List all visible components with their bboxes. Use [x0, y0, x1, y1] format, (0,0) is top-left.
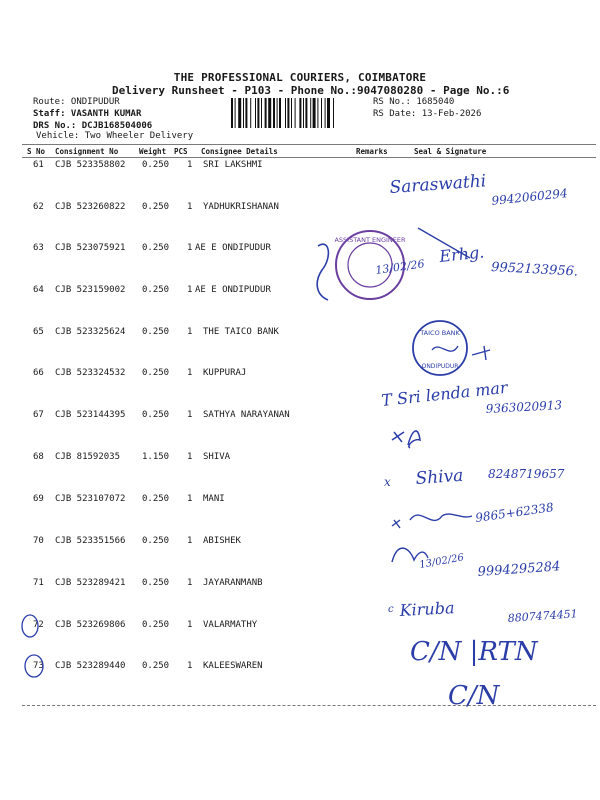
- runsheet-title: Delivery Runsheet - P103 - Phone No.:9047080280 - Page No.:6: [112, 84, 510, 97]
- note-r72: C/N |RTN: [410, 637, 538, 667]
- rs-date: RS Date: 13-Feb-2026: [373, 109, 482, 119]
- row-sno: 69: [33, 494, 44, 504]
- signature-r71-name: Kiruba: [399, 598, 455, 620]
- row-sno: 68: [33, 452, 44, 462]
- row-pcs: 1: [187, 368, 193, 378]
- row-sno: 62: [33, 202, 44, 212]
- row-sno: 70: [33, 536, 44, 546]
- row-consignment: CJB 81592035: [55, 452, 121, 462]
- row-consignment: CJB 523289421: [55, 578, 126, 588]
- row-consignment: CJB 523358802: [55, 160, 126, 170]
- circle-mark-r73: [25, 655, 43, 677]
- route-label: Route: ONDIPUDUR: [33, 97, 120, 107]
- row-consignee: ABISHEK: [203, 536, 241, 546]
- signature-r63-phone: 9952133956.: [490, 260, 579, 280]
- pen-stroke-r65: [472, 346, 490, 360]
- row-weight: 0.250: [142, 160, 170, 170]
- staff-label: Staff: VASANTH KUMAR: [33, 109, 142, 119]
- signature-r69-scribble: [392, 514, 472, 528]
- row-weight: 0.250: [142, 494, 170, 504]
- row-sno: 71: [33, 578, 44, 588]
- col-sno-header: S No: [27, 147, 46, 156]
- row-consignment: CJB 523260822: [55, 202, 126, 212]
- col-remarks-header: Remarks: [356, 147, 388, 156]
- row-sno: 72: [33, 620, 44, 630]
- row-weight: 0.250: [142, 661, 170, 671]
- row-weight: 0.250: [142, 620, 170, 630]
- row-consignee: VALARMATHY: [203, 620, 258, 630]
- drs-number: DRS No.: DCJB168504006: [33, 121, 153, 131]
- row-pcs: 1: [187, 661, 193, 671]
- row-consignee: AE E ONDIPUDUR: [195, 243, 271, 253]
- signature-r71-phone: 8807474451: [507, 607, 579, 625]
- row-pcs: 1: [187, 243, 193, 253]
- row-pcs: 1: [187, 494, 193, 504]
- row-consignee: MANI: [203, 494, 225, 504]
- row-consignee: JAYARANMANB: [203, 578, 263, 588]
- vehicle-label: Vehicle: Two Wheeler Delivery: [36, 131, 194, 141]
- row-consignee: AE E ONDIPUDUR: [195, 285, 271, 295]
- row-weight: 0.250: [142, 368, 170, 378]
- row-weight: 1.150: [142, 452, 170, 462]
- signature-r70-phone: 9994295284: [477, 559, 561, 580]
- col-seal-header: Seal & Signature: [414, 147, 487, 156]
- pen-stroke-r67: [392, 431, 420, 448]
- taico-stamp-branch: ONDIPUDUR: [421, 363, 459, 370]
- row-sno: 67: [33, 410, 44, 420]
- row-sno: 61: [33, 160, 44, 170]
- row-pcs: 1: [187, 578, 193, 588]
- signature-r66-phone: 9363020913: [485, 398, 563, 416]
- row-pcs: 1: [187, 285, 193, 295]
- stamp-ae-title: ASSISTANT ENGINEER: [334, 236, 406, 244]
- row-consignee: THE TAICO BANK: [203, 327, 279, 337]
- row-pcs: 1: [187, 536, 193, 546]
- row-consignment: CJB 523351566: [55, 536, 126, 546]
- row-consignment: CJB 523325624: [55, 327, 126, 337]
- row-weight: 0.250: [142, 243, 170, 253]
- bracket-mark: [317, 244, 328, 300]
- col-pcs-header: PCS: [174, 147, 188, 156]
- row-consignment: CJB 523159002: [55, 285, 126, 295]
- signature-r63-sign: Erhg.: [438, 242, 486, 266]
- row-weight: 0.250: [142, 410, 170, 420]
- row-sno: 64: [33, 285, 44, 295]
- taico-stamp-sign: [432, 346, 458, 351]
- row-consignee: SATHYA NARAYANAN: [203, 410, 290, 420]
- row-consignee: SHIVA: [203, 452, 231, 462]
- row-weight: 0.250: [142, 578, 170, 588]
- col-consignment-header: Consignment No: [55, 147, 119, 156]
- signature-r68-name: Shiva: [414, 465, 465, 489]
- row-pcs: 1: [187, 410, 193, 420]
- mark-r68: x: [384, 475, 391, 489]
- signature-r68-phone: 8248719657: [488, 467, 565, 481]
- row-pcs: 1: [187, 452, 193, 462]
- signature-r66-name: T Sri lenda mar: [380, 377, 509, 410]
- circle-mark-r72: [22, 615, 38, 637]
- row-consignee: YADHUKRISHANAN: [203, 202, 279, 212]
- signature-r70-date: 13/02/26: [418, 552, 465, 571]
- mark-r71: c: [388, 604, 394, 615]
- row-weight: 0.250: [142, 285, 170, 295]
- company-title: THE PROFESSIONAL COURIERS, COIMBATORE: [173, 71, 427, 84]
- signature-r61-name: Saraswathi: [388, 171, 487, 198]
- taico-stamp-title: TAICO BANK: [420, 329, 460, 337]
- row-consignment: CJB 523144395: [55, 410, 126, 420]
- row-sno: 63: [33, 243, 44, 253]
- col-weight-header: Weight: [139, 147, 167, 156]
- row-consignment: CJB 523269806: [55, 620, 126, 630]
- row-consignee: KUPPURAJ: [203, 368, 247, 378]
- row-consignment: CJB 523289440: [55, 661, 126, 671]
- stamp-date: 13/02/26: [374, 257, 426, 277]
- row-sno: 73: [33, 661, 44, 671]
- row-weight: 0.250: [142, 327, 170, 337]
- row-weight: 0.250: [142, 202, 170, 212]
- signature-r61-phone: 9942060294: [490, 186, 569, 208]
- row-sno: 66: [33, 368, 44, 378]
- row-pcs: 1: [187, 160, 193, 170]
- row-consignment: CJB 523324532: [55, 368, 126, 378]
- rs-number: RS No.: 1685040: [373, 97, 455, 107]
- signature-r69-phone: 9865+62338: [474, 500, 555, 525]
- row-sno: 65: [33, 327, 44, 337]
- row-consignee: SRI LAKSHMI: [203, 160, 263, 170]
- row-pcs: 1: [187, 620, 193, 630]
- row-consignee: KALEESWAREN: [203, 661, 263, 671]
- row-consignment: CJB 523075921: [55, 243, 126, 253]
- taico-bank-stamp: [413, 321, 467, 375]
- row-pcs: 1: [187, 202, 193, 212]
- note-r73: C/N: [448, 681, 500, 711]
- row-consignment: CJB 523107072: [55, 494, 126, 504]
- row-weight: 0.250: [142, 536, 170, 546]
- col-consignee-header: Consignee Details: [201, 147, 278, 156]
- row-pcs: 1: [187, 327, 193, 337]
